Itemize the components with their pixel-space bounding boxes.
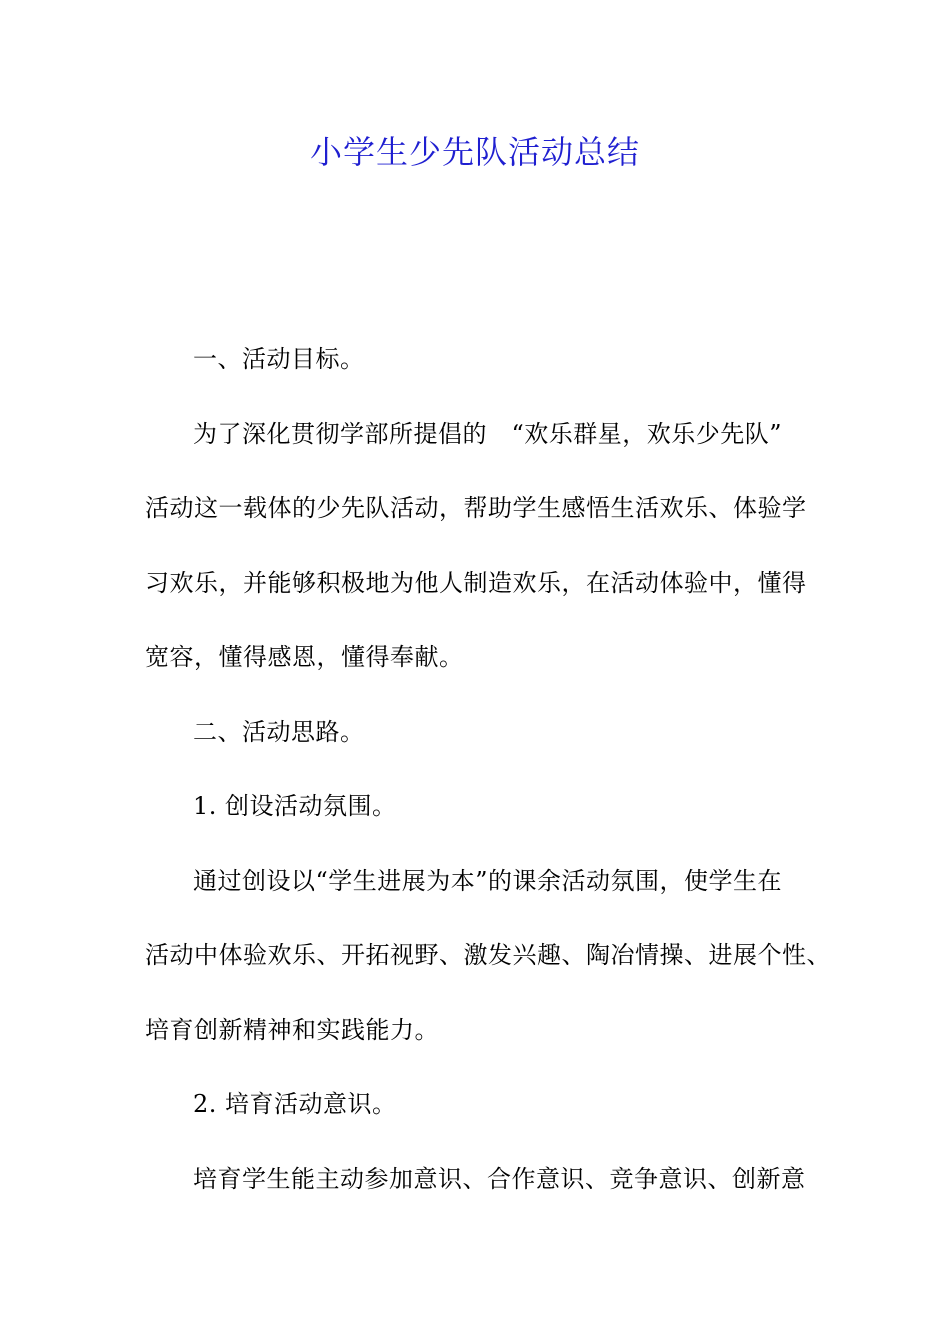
section-heading-goals: 一、活动目标。 (193, 345, 365, 373)
paragraph-line: 活动中体验欢乐、开拓视野、激发兴趣、陶冶情操、进展个性、 (145, 941, 831, 969)
paragraph-line: 为了深化贯彻学部所提倡的 “欢乐群星，欢乐少先队” (193, 419, 783, 448)
paragraph-line: 通过创设以“学生进展为本”的课余活动氛围，使学生在 (193, 866, 783, 895)
subsection-heading-awareness: 2. 培育活动意识。 (193, 1090, 397, 1118)
paragraph-line: 宽容，懂得感恩，懂得奉献。 (145, 643, 464, 671)
document-title: 小学生少先队活动总结 (309, 133, 640, 171)
document-body (145, 335, 835, 1229)
section-heading-approach: 二、活动思路。 (193, 717, 365, 746)
paragraph-line: 习欢乐，并能够积极地为他人制造欢乐，在活动体验中，懂得 (145, 568, 807, 597)
subsection-heading-atmosphere: 1. 创设活动氛围。 (193, 792, 397, 820)
paragraph-line: 活动这一载体的少先队活动，帮助学生感悟生活欢乐、体验学 (145, 494, 807, 522)
paragraph-line: 培育学生能主动参加意识、合作意识、竞争意识、创新意 (193, 1164, 806, 1193)
paragraph-line: 培育创新精神和实践能力。 (145, 1015, 439, 1044)
